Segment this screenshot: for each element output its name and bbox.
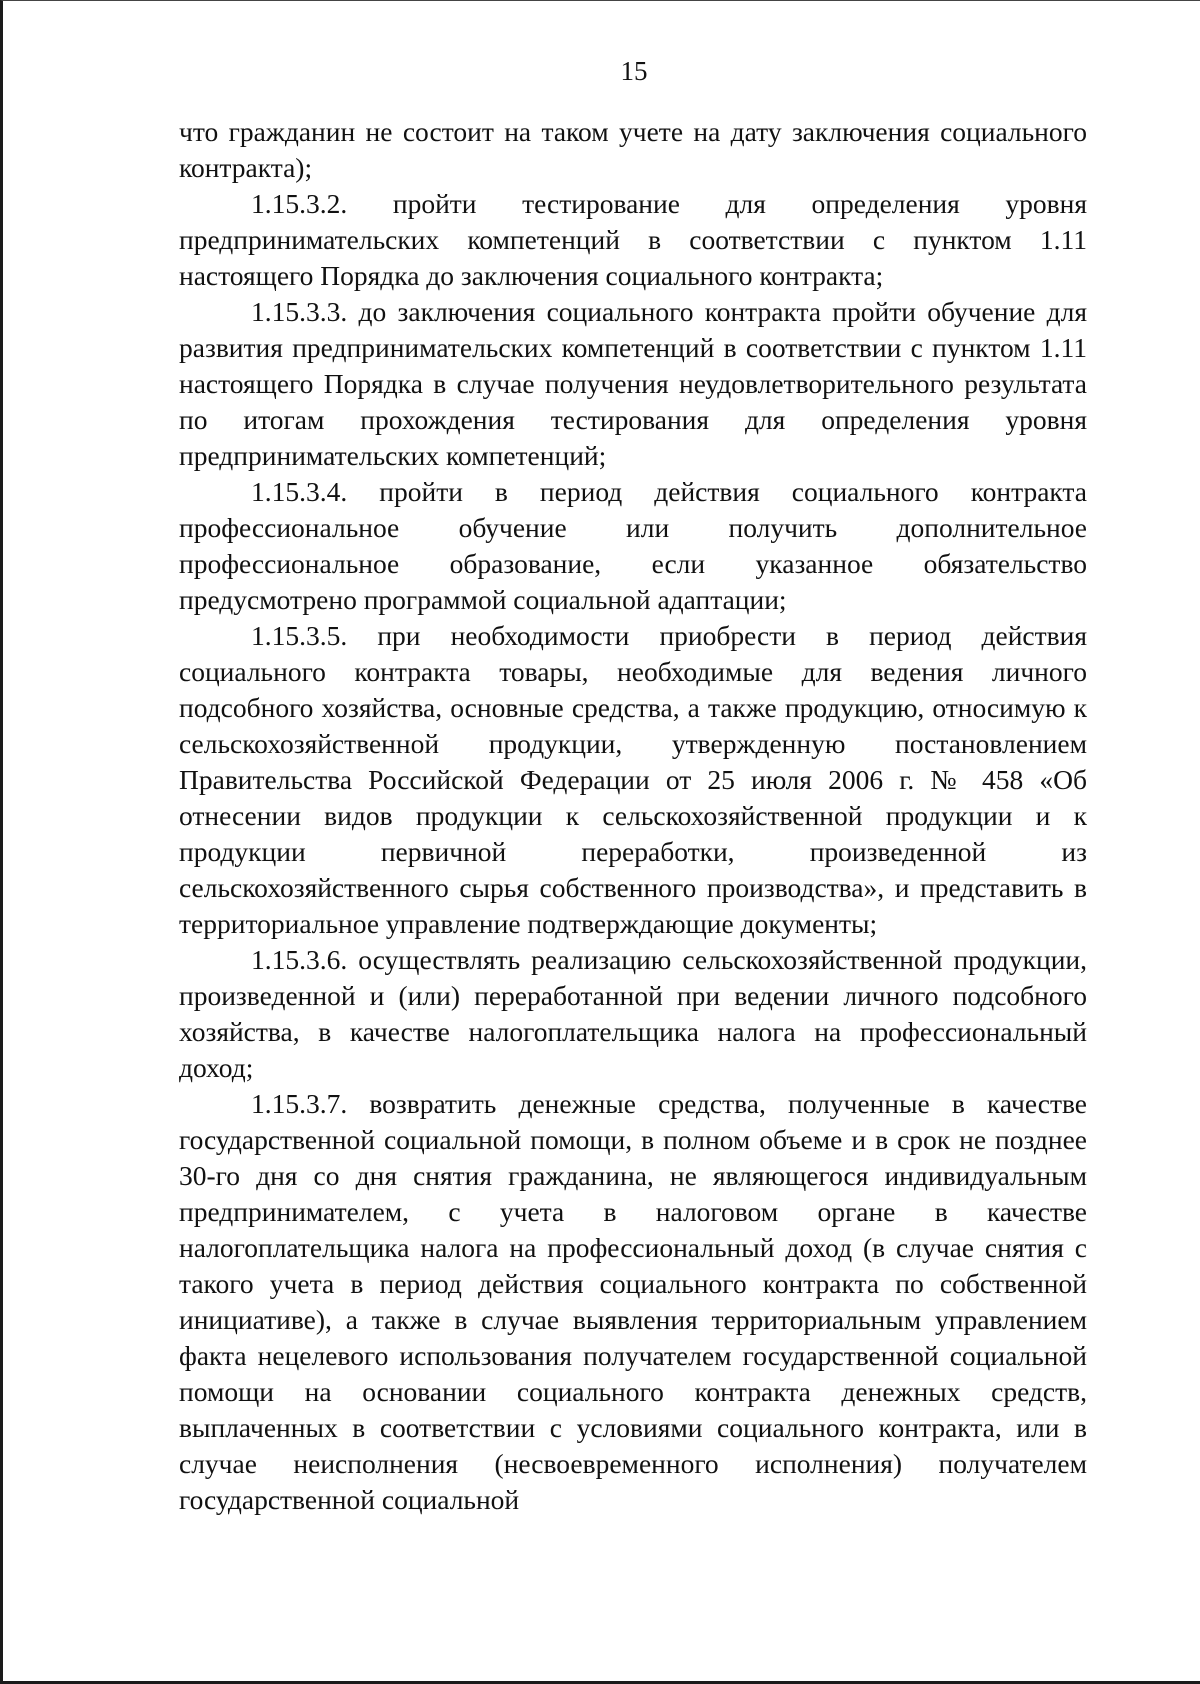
paragraph-1-15-3-4: 1.15.3.4. пройти в период действия социального контракта профессиональное обучение или получить дополнительное профессиональное образование, если указанное обязательство предусмотрено программой социальной адаптации; [179,476,1087,615]
paragraph-1-15-3-6: 1.15.3.6. осуществлять реализацию сельскохозяйственной продукции, произведенной и (или) переработанной при ведении личного подсобного хозяйства, в качестве налогоплательщика налога на профессиональный доход; [179,944,1087,1083]
paragraph-continuation: что гражданин не состоит на таком учете на дату заключения социального контракта); [179,116,1087,183]
paragraph-1-15-3-2: 1.15.3.2. пройти тестирование для определения уровня предпринимательских компетенций в соответствии с пунктом 1.11 настоящего Порядка до заключения социального контракта; [179,188,1087,291]
page-number: 15 [620,56,648,86]
paragraph-1-15-3-7: 1.15.3.7. возвратить денежные средства, полученные в качестве государственной социальной помощи, в полном объеме и в срок не позднее 30-го дня со дня снятия гражданина, не являющегося индивидуальным предпринимателем, с учета в налоговом органе в качестве налогоплательщика налога на профессиональный доход (в случае снятия с такого учета в период действия социального контракта по собственной инициативе), а также в случае выявления территориальным управлением факта нецелевого использования получателем государственной социальной помощи на основании социального контракта денежных средств, выплаченных в соответствии с условиями социального контракта, или в случае неисполнения (несвоевременного исполнения) получателем государственной социальной [179,1088,1087,1515]
document-body [179,114,1087,1518]
paragraph-1-15-3-3: 1.15.3.3. до заключения социального контракта пройти обучение для развития предпринимательских компетенций в соответствии с пунктом 1.11 настоящего Порядка в случае получения неудовлетворительного результата по итогам прохождения тестирования для определения уровня предпринимательских компетенций; [179,296,1087,471]
paragraph-1-15-3-5: 1.15.3.5. при необходимости приобрести в период действия социального контракта товары, необходимые для ведения личного подсобного хозяйства, основные средства, а также продукцию, относимую к сельскохозяйственной продукции, утвержденную постановлением Правительства Российской Федерации от 25 июля 2006 г. № 458 «Об отнесении видов продукции к сельскохозяйственной продукции и к продукции первичной переработки, произведенной из сельскохозяйственного сырья собственного производства», и представить в территориальное управление подтверждающие документы; [179,620,1087,939]
